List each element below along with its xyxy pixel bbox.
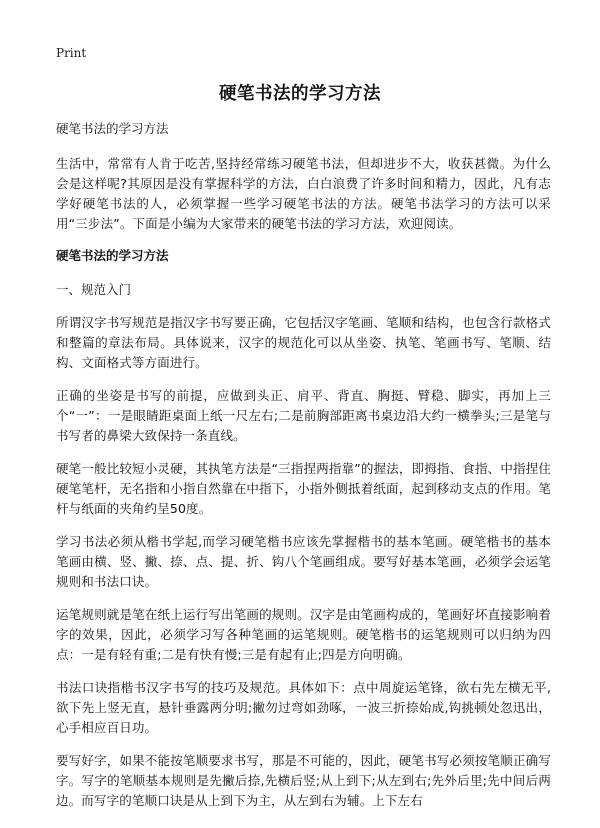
- paragraph-pen-grip: 硬笔一般比较短小灵硬，其执笔方法是“三指捏两指靠”的握法，即拇指、食指、中指捏住硬笔笔杆，无名指和小指自然靠在中指下，小指外侧抵着纸面，起到移动支点的作用。笔杆与纸面的夹角约呈50度。: [56, 461, 551, 516]
- subsection-heading: 一、规范入门: [56, 282, 132, 297]
- intro-paragraph: 生活中，常常有人肯于吃苦,坚持经常练习硬笔书法，但却进步不大，收获甚微。为什么会是这样呢?其原因是没有掌握科学的方法，白白浪费了许多时间和精力，因此，凡有志学好硬笔书法的人，必须掌握一些学习硬笔书法的方法。硬笔书法学习的方法可以采用“三步法”。下面是小编为大家带来的硬笔书法的学习方法，欢迎阅读。: [56, 156, 551, 231]
- paragraph-stroke-order: 要写好字，如果不能按笔顺要求书写，那是不可能的，因此，硬笔书写必须按笔顺正确写字。写字的笔顺基本规则是先撇后捺,先横后竖;从上到下;从左到右;先外后里;先中间后两边。而写字的笔顺口诀是从上到下为主，从左到右为辅。上下左右: [56, 753, 551, 808]
- article-body: [56, 120, 551, 824]
- print-link[interactable]: Print: [56, 46, 87, 60]
- page-title: 硬笔书法的学习方法: [219, 84, 381, 104]
- document-subtitle: 硬笔书法的学习方法: [56, 121, 169, 136]
- paragraph-calligraphy-formula: 书法口诀指楷书汉字书写的技巧及规范。具体如下：点中周旋运笔锋，欲右先左横无平,欲下先上竖无直，悬针垂露两分明;撇勿过弯如劲啄，一波三折捺始成,钩挑顿处忽迅出，心手相应百日功。: [56, 680, 551, 735]
- paragraph-basic-strokes: 学习书法必须从楷书学起,而学习硬笔楷书应该先掌握楷书的基本笔画。硬笔楷书的基本笔画由横、竖、撇、捺、点、提、折、钩八个笔画组成。要写好基本笔画，必须学会运笔规则和书法口诀。: [56, 534, 551, 589]
- paragraph-posture: 正确的坐姿是书写的前提，应做到头正、肩平、背直、胸挺、臂稳、脚实，再加上三个“一”：一是眼睛距桌面上纸一尺左右;二是前胸部距离书桌边沿大约一横拳头;三是笔与书写者的鼻梁大致保持一条直线。: [56, 388, 551, 443]
- section-heading: 硬笔书法的学习方法: [56, 248, 169, 263]
- paragraph-writing-standards: 所谓汉字书写规范是指汉字书写要正确，它包括汉字笔画、笔顺和结构，也包含行款格式和整篇的章法布局。具体说来，汉字的规范化可以从坐姿、执笔、笔画书写、笔顺、结构、文面格式等方面进行。: [56, 315, 551, 370]
- paragraph-stroke-rules: 运笔规则就是笔在纸上运行写出笔画的规则。汉字是由笔画构成的，笔画好坏直接影响着字的效果，因此，必须学习写各种笔画的运笔规则。硬笔楷书的运笔规则可以归纳为四点：一是有轻有重;二是有快有慢;三是有起有止;四是方向明确。: [56, 607, 551, 662]
